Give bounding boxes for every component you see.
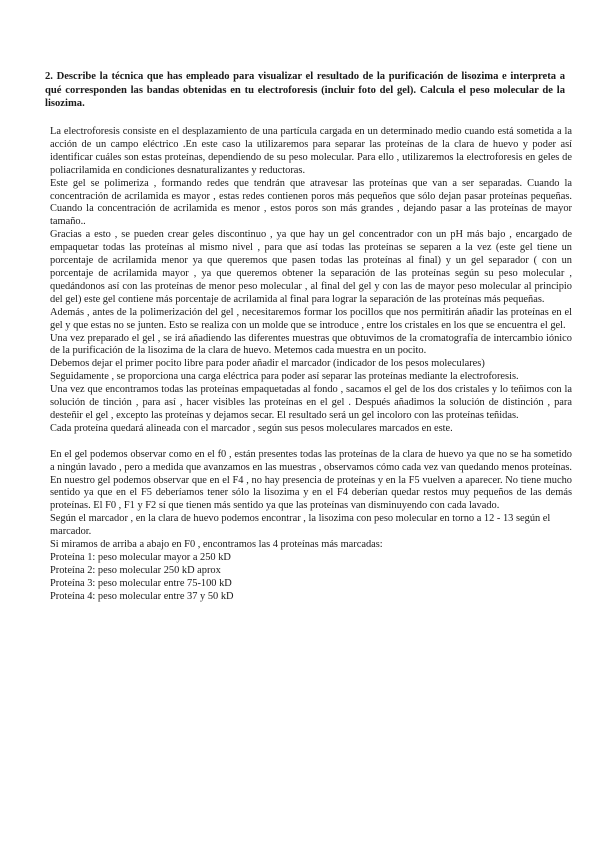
paragraph-electric-charge: Seguidamente , se proporciona una carga eléctrica para poder así separar las proteínas mediante la electroforesis.	[50, 371, 519, 383]
answer-body	[50, 126, 572, 604]
paragraph-gel-interpretation: En el gel podemos observar como en el f0 , están presentes todas las proteínas de la clara de huevo ya que no se ha sometido a ningún lavado , pero a medida que avanzamos en las muestras , observamos cómo cada vez van quedando menos proteínas. En nuestro gel podemos observar que en el F4 , no hay presencia de proteínas y en la F5 vuelven a aparecer. No tiene mucho sentido ya que en el F5 deberíamos tener sólo la lisozima y en el F4 deberían quedar restos muy pequeños de las demás proteínas. El F0 , F1 y F2 sí que tienen más sentido ya que las proteínas van disminuyendo con cada lavado.	[50, 448, 572, 512]
paragraph-gel-polymerization: Este gel se polimeriza , formando redes que tendrán que atravesar las proteínas que van a ser separadas. Cuando la concentración de acrilamida es mayor , estas redes contienen poros más pequeños que sólo dejan pasar proteínas pequeñas. Cuando la concentración de acrilamida es menor , estos poros son más grandes , dejando pasar a las proteínas de mayor tamaño..	[50, 177, 572, 228]
protein-list	[50, 552, 572, 604]
paragraph-f0-intro: Si miramos de arriba a abajo en F0 , encontramos las 4 proteínas más marcadas:	[50, 539, 383, 551]
list-item: Proteína 2: peso molecular 250 kD aprox	[50, 564, 221, 576]
paragraph-lysozyme-weight: Según el marcador , en la clara de huevo podemos encontrar , la lisozima con peso molecular en torno a 12 - 13 según el marcador.	[50, 513, 551, 538]
paragraph-marker-well: Debemos dejar el primer pocito libre para poder añadir el marcador (indicador de los pesos moleculares)	[50, 358, 485, 370]
list-item: Proteína 1: peso molecular mayor a 250 kD	[50, 552, 231, 563]
paragraph-samples: Una vez preparado el gel , se irá añadiendo las diferentes muestras que obtuvimos de la cromatografía de intercambio iónico de la purificación de la lisozima de la clara de huevo. Metemos cada muestra en un pocito.	[50, 332, 572, 357]
paragraph-staining: Una vez que encontramos todas las proteínas empaquetadas al fondo , sacamos el gel de los dos cristales y lo teñimos con la solución de tinción , para así , hacer visibles las proteínas en el gel . Después añadimos la solución de distinción , para desteñir el gel , excepto las proteínas y dejamos secar. El resultado será un gel incoloro con las proteínas teñidas.	[50, 384, 572, 421]
list-item: Proteína 3: peso molecular entre 75-100 kD	[50, 577, 232, 589]
paragraph-definition: La electroforesis consiste en el desplazamiento de una partícula cargada en un determinado medio cuando está sometida a la acción de un campo eléctrico .En este caso la utilizaremos para separar las proteínas de la clara de huevo y poder así identificar cuáles son estas proteínas, dependiendo de su peso molecular. Para ello , utilizaremos la electroforesis en geles de poliacrilamida en condiciones desnaturalizantes y reductoras.	[50, 126, 572, 176]
question-heading: 2. Describe la técnica que has empleado para visualizar el resultado de la purificación de lisozima e interpreta a qué corresponden las bandas obtenidas en tu electroforesis (incluir foto del gel). Calcula el peso molecular de la lisozima.	[45, 71, 565, 109]
paragraph-alignment: Cada proteína quedará alineada con el marcador , según sus pesos moleculares marcados en este.	[50, 422, 453, 434]
paragraph-wells: Además , antes de la polimerización del gel , necesitaremos formar los pocillos que nos permitirán añadir las proteínas en el gel y que estas no se junten. Esto se realiza con un molde que se introduce , entre los cristales en los que se encuentra el gel.	[50, 306, 572, 331]
list-item: Proteína 4: peso molecular entre 37 y 50 kD	[50, 590, 234, 602]
paragraph-discontinuous-gel: Gracias a esto , se pueden crear geles discontinuo , ya que hay un gel concentrador con un pH más bajo , encargado de empaquetar todas las proteínas al mismo nivel , para que así todas las proteínas se separen a la vez (este gel tiene un porcentaje de acrilamida menor ya que queremos que pasen todas las proteínas al final) y un gel separador ( con un porcentaje de acrilamida mayor , ya que queremos obtener la separación de las proteínas según su peso molecular , quedándonos así con las proteínas de menor peso molecular , al final del gel y con las de mayor peso molecular al principio del gel) este gel contiene más porcentaje de acrilamida al final para lograr la separación de las proteínas más pequeñas.	[50, 229, 572, 305]
